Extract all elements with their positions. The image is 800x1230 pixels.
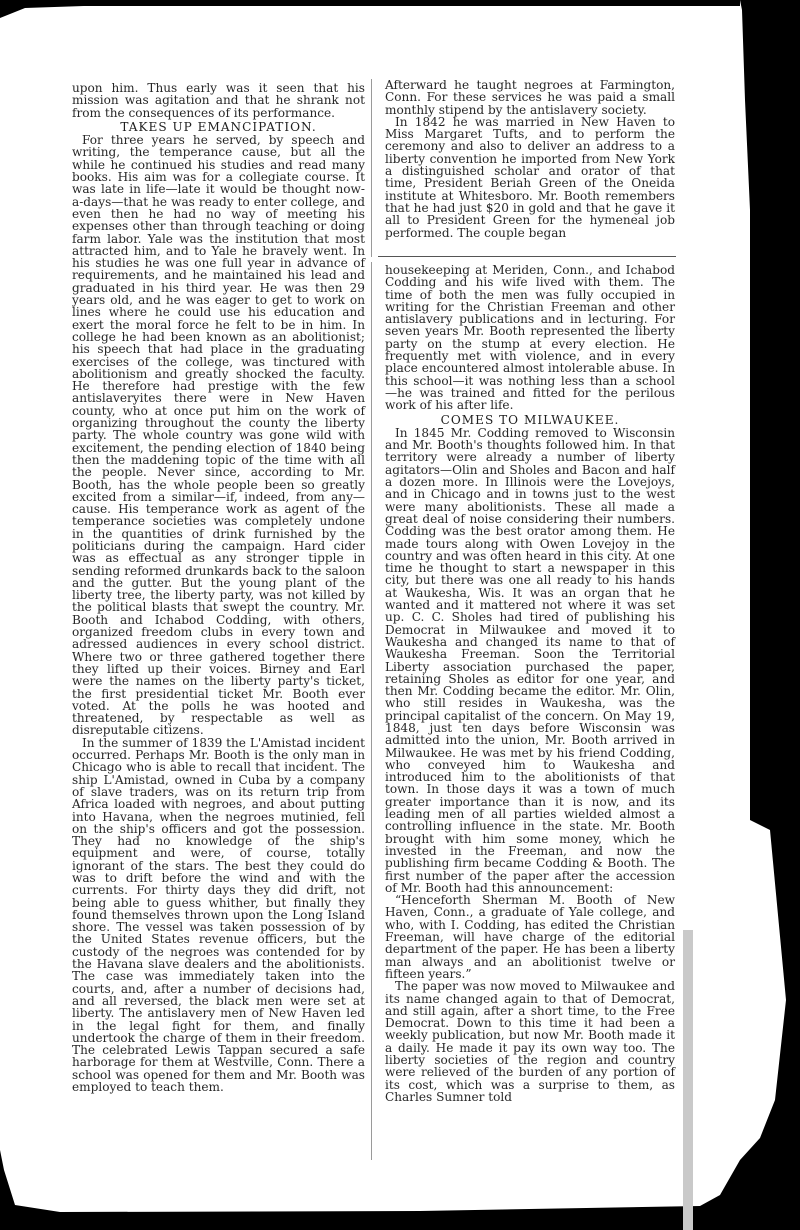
right-column-top	[385, 79, 675, 239]
paragraph: Afterward he taught negroes at Farmington, Conn. For these services he was paid a small monthly stipend by the antislavery society.	[385, 78, 675, 117]
paragraph: In 1845 Mr. Codding removed to Wisconsin and Mr. Booth's thoughts followed him. In that territory were already a number of liberty agitators—Olin and Sholes and Bacon and half a dozen more. In Illinois were the Lovejoys, and in Chicago and in towns just to the west were many abolitionists. These all made a great deal of noise considering their numbers. Codding was the best orator among them. He made tours along with Owen Lovejoy in the country and was often heard in this city. At one time he thought to start a newspaper in this city, but there was one all ready to his hands at Waukesha, Wis. It was an organ that he wanted and it mattered not where it was set up. C. C. Sholes had tired of publishing his Democrat in Milwaukee and moved it to Waukesha and changed its name to that of Waukesha Freeman. Soon the Territorial Liberty association purchased the paper, retaining Sholes as editor for one year, and then Mr. Codding became the editor. Mr. Olin, who still resides in Waukesha, was the principal capitalist of the concern. On May 19, 1848, just ten days before Wisconsin was admitted into the union, Mr. Booth arrived in Milwaukee. He was met by his friend Codding, who conveyed him to Waukesha and introduced him to the abolitionists of that town. In those days it was a town of much greater importance than it is now, and its leading men of all parties wielded almost a controlling influence in the state. Mr. Booth brought with him some money, which he invested in the Freeman, and now the publishing firm became Codding & Booth. The first number of the paper after the accession of Mr. Booth had this announcement:	[385, 425, 676, 895]
paragraph: For three years he served, by speech and writing, the temperance cause, but all the while he continued his studies and read many books. His aim was for a collegiate course. It was late in life—late it would be thought now-a-days—that he was ready to enter college, and even then he had no way of meeting his expenses other than through teaching or doing farm labor. Yale was the institution that most attracted him, and to Yale he bravely went. In his studies he was one full year in advance of requirements, and he maintained his lead and graduated in his third year. He was then 29 years old, and he was eager to get to work on lines where he could use his education and exert the moral force he felt to be in him. In college he had been known as an abolitionist; his speech that had place in the graduating exercises of the college, was tinctured with abolitionism and greatly shocked the faculty. He therefore had prestige with the few antislaveryites there were in New Haven county, who at once put him on the work of organizing throughout the county the liberty party. The whole country was gone wild with excitement, the pending election of 1840 being then the maddening topic of the time with all the people. Never since, according to Mr. Booth, has the whole people been so greatly excited from a similar—if, indeed, from any—cause. His temperance work as agent of the temperance societies was completely undone in the quantities of drink furnished by the politicians during the campaign. Hard cider was as effectual as any stronger tipple in sending reformed drunkards back to the saloon and the gutter. But the young plant of the liberty tree, the liberty party, was not killed by the political blasts that swept the country. Mr. Booth and Ichabod Codding, with others, organized freedom clubs in every town and adressed audiences in every school district. Where two or three gathered together there they lifted up their voices. Birney and Earl were the names on the liberty party's ticket, the first presidential ticket Mr. Booth ever voted. At the polls he was hooted and threatened, by respectable as well as disreputable citizens.	[72, 133, 365, 738]
paragraph: housekeeping at Meriden, Conn., and Ichabod Codding and his wife lived with them. The time of both the men was fully occupied in writing for the Christian Freeman and other antislavery publications and in lecturing. For seven years Mr. Booth represented the liberty party on the stump at every election. He frequently met with violence, and in every place encountered almost intolerable abuse. In this school—it was nothing less than a school—he was trained and fitted for the perilous work of his after life.	[385, 263, 675, 413]
left-column	[72, 82, 365, 1093]
scan-edge-top	[0, 0, 740, 6]
quoted-announcement: “Henceforth Sherman M. Booth of New Haven, Conn., a graduate of Yale college, and who, with I. Codding, has edited the Christian Freeman, will have charge of the editorial department of the paper. He has been a liberty man always and an abolitionist twelve or fifteen years.”	[385, 893, 675, 981]
paragraph: In the summer of 1839 the L'Amistad incident occurred. Perhaps Mr. Booth is the only man in Chicago who is able to recall that incident. The ship L'Amistad, owned in Cuba by a company of slave traders, was on its return trip from Africa loaded with negroes, and about putting into Havana, when the negroes mutinied, fell on the ship's officers and got the possession. They had no knowledge of the ship's equipment and were, of course, totally ignorant of the stars. The best they could do was to drift before the wind and with the currents. For thirty days they did drift, not being able to guess whither, but finally they found themselves thrown upon the Long Island shore. The vessel was taken possession of by the United States revenue officers, but the custody of the negroes was contended for by the Havana slave dealers and the abolitionists. The case was immediately taken into the courts, and, after a number of decisions had, and all reversed, the black men were set at liberty. The antislavery men of New Haven led in the legal fight for them, and finally undertook the charge of them in their freedom. The celebrated Lewis Tappan secured a safe harborage for them at Westville, Conn. There a school was opened for them and Mr. Booth was employed to teach them.	[72, 735, 365, 1095]
paragraph: In 1842 he was married in New Haven to Miss Margaret Tufts, and to perform the ceremony and also to deliver an address to a liberty convention he imported from New York a distinguished scholar and orator of that time, President Beriah Green of the Oneida institute at Whitesboro. Mr. Booth remembers that he had just $20 in gold and that he gave it all to President Green for the hymeneal job performed. The couple began	[385, 114, 675, 240]
scan-shadow	[683, 930, 693, 1230]
right-column-bottom	[385, 264, 675, 1103]
subheading-comes-to-milwaukee: COMES TO MILWAUKEE.	[440, 412, 620, 427]
column-rule-lower	[371, 262, 372, 1160]
subheading-takes-up-emancipation: TAKES UP EMANCIPATION.	[120, 119, 317, 134]
section-divider-rule	[378, 256, 676, 257]
paragraph: The paper was now moved to Milwaukee and its name changed again to that of Democrat, and still again, after a short time, to the Free Democrat. Down to this time it had been a weekly publication, but now Mr. Booth made it a daily. He made it pay its own way too. The liberty societies of the region and country were relieved of the burden of any portion of its cost, which was a surprise to them, as Charles Sumner told	[385, 979, 675, 1104]
column-rule-upper	[371, 79, 372, 257]
paragraph: upon him. Thus early was it seen that his mission was agitation and that he shrank not from the consequences of its performance.	[72, 81, 365, 120]
